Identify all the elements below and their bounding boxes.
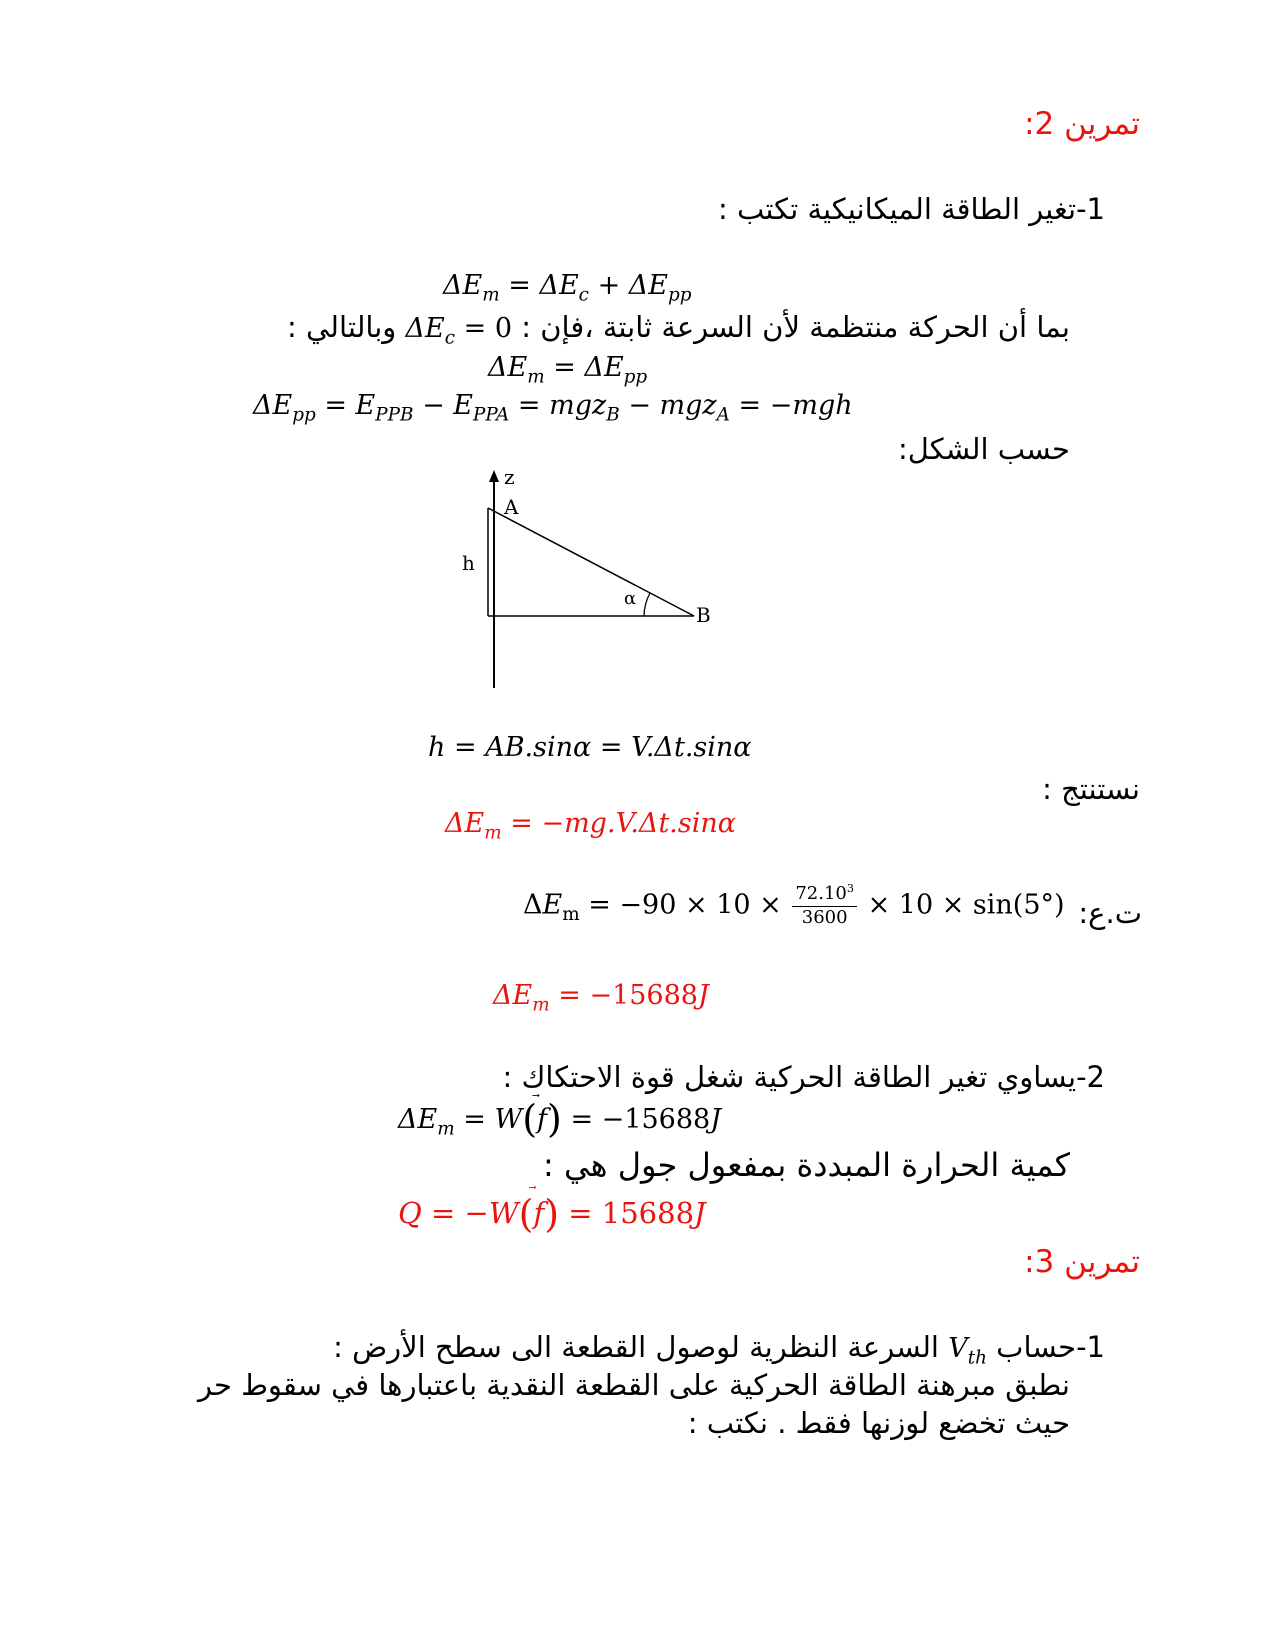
figure-caption: حسب الشكل: <box>897 432 1070 466</box>
kinetic-zero-eq: $\Delta E_c = 0$ <box>405 313 513 349</box>
numerical-application-eq: $\Delta E_m = -90 \times 10$ × $\frac{72.10^3}{3600}$ × 10 × sin(5°) <box>523 882 1065 928</box>
angle-arc <box>644 593 650 616</box>
z-axis-label: z <box>504 465 515 489</box>
deduce-text: نستنتج : <box>1042 772 1140 806</box>
question-pre: حساب <box>996 1330 1077 1364</box>
question-text: يساوي تغير الطاقة الحركية شغل قوة الاحتكاك : <box>502 1060 1077 1094</box>
height-label: h <box>462 551 475 575</box>
equation-mechanical-energy: $\Delta E_m = \Delta E_c + \Delta E_{pp}$ <box>443 270 692 306</box>
fraction-exponent: 3 <box>846 882 854 895</box>
fraction-denominator: 3600 <box>801 906 848 928</box>
heat-text: كمية الحرارة المبددة بمفعول جول هي : <box>543 1146 1070 1184</box>
ex3-line-3: حيث تخضع لوزنها فقط . نكتب : <box>687 1406 1070 1440</box>
result-energy-value: $\Delta E_m = -15688J$ <box>493 980 709 1016</box>
question-post: السرعة النظرية لوصول القطعة الى سطح الأرض : <box>333 1330 939 1364</box>
point-a-label: A <box>504 495 519 519</box>
question-2-2 <box>503 1060 1105 1094</box>
question-number: 1- <box>1076 1330 1105 1364</box>
exercise-3-title: تمرين 3: <box>1024 1244 1140 1280</box>
incline-line <box>488 508 694 616</box>
question-2-1 <box>718 192 1105 226</box>
equation-em-epp: $\Delta E_m = \Delta E_{pp}$ <box>488 352 648 388</box>
result-energy-formula: $\Delta E_m = -mg.V.\Delta t.\sin\alpha$ <box>445 808 737 844</box>
theoretical-speed-var: $V_{th}$ <box>948 1333 987 1369</box>
equation-height: h = AB.sinα = V.Δt.sinα <box>428 732 752 763</box>
uniform-motion-line <box>286 310 1070 349</box>
point-b-label: B <box>696 603 711 627</box>
exercise-2-title: تمرين 2: <box>1024 106 1140 142</box>
numerical-application-label: ت.ع: <box>1078 896 1142 930</box>
question-3-1 <box>333 1330 1105 1369</box>
ex3-line-2: نطبق مبرهنة الطاقة الحركية على القطعة النقدية باعتبارها في سقوط حر <box>197 1368 1070 1402</box>
angle-label: α <box>624 588 637 609</box>
uniform-motion-text: بما أن الحركة منتظمة لأن السرعة ثابتة ،فإن : <box>521 310 1070 344</box>
result-heat: Q = −W(f ) = 15688J <box>398 1192 706 1236</box>
therefore-text: وبالتالي : <box>286 310 397 344</box>
num-rhs: × 10 × sin(5°) <box>867 889 1065 921</box>
question-text: تغير الطاقة الميكانيكية تكتب : <box>717 192 1077 226</box>
fraction-numerator: 72.10 <box>795 883 847 904</box>
question-number: 2- <box>1076 1060 1105 1094</box>
equation-work-friction: $\Delta E_m = W(f$ ) = −15688J <box>398 1097 722 1141</box>
fraction <box>792 883 857 929</box>
z-axis-arrow-icon <box>489 470 499 482</box>
question-number: 1- <box>1076 192 1105 226</box>
incline-figure <box>440 462 740 697</box>
equation-potential-energy: $\Delta E_{pp} = E_{PPB} - E_{PPA} = mgz_B - mgz_A = -mgh$ <box>253 390 853 426</box>
